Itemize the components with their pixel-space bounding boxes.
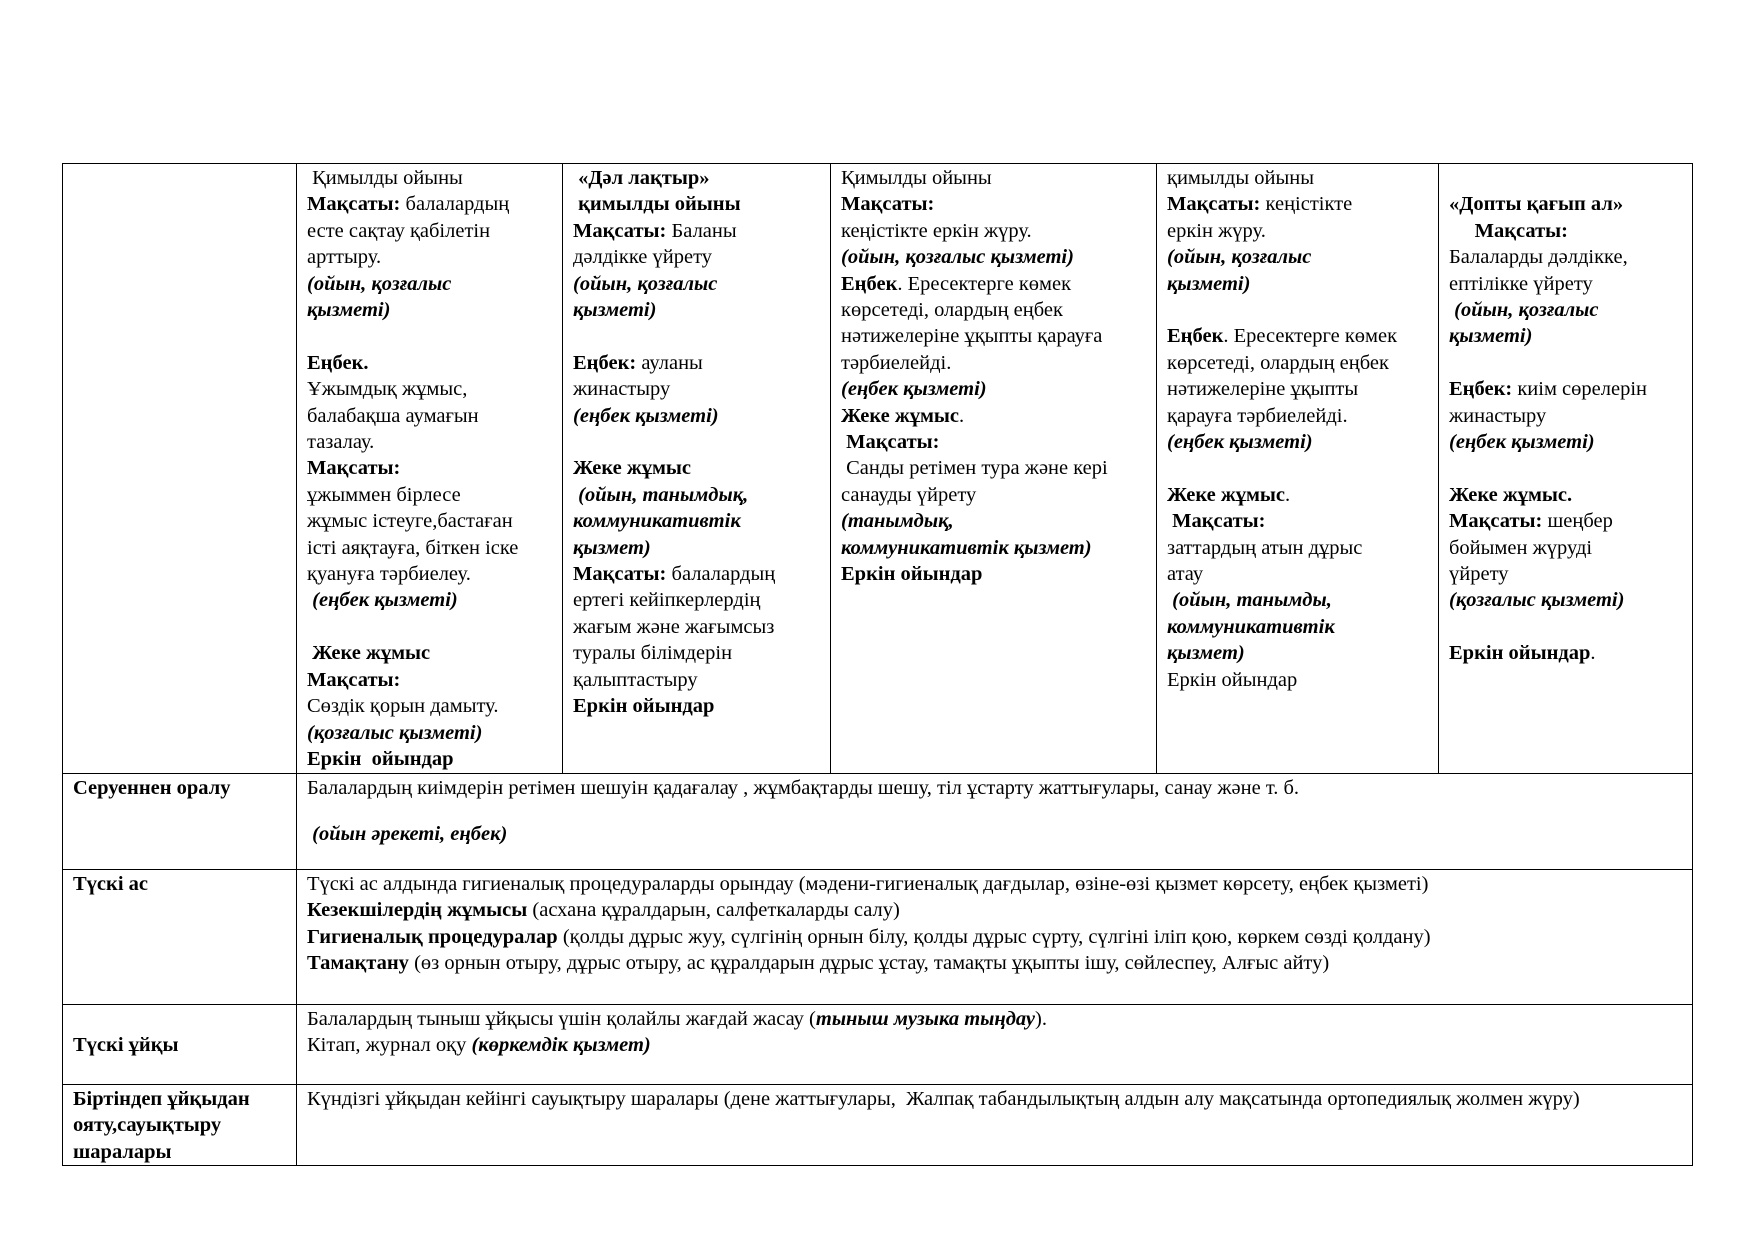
free-play-line: Еркін ойындар [1167,668,1298,691]
text-line: қалыптастыру [573,668,698,691]
activity-type-line: қызмет) [573,536,651,559]
individual-work-heading: Жеке жұмыс [307,642,431,665]
lunch-content [297,870,1693,1005]
labor-heading: Еңбек. [307,351,369,374]
activity-type-line: (ойын, танымды, [1167,589,1332,612]
activity-type-line: (қозғалыс қызметі) [307,721,483,744]
text-line: жұмыс істеуге,бастаған [307,510,513,533]
activities-row [63,164,1693,774]
activity-type-line: (ойын, қозғалыс [573,272,718,295]
text-line: жағым және жағымсыз [573,615,775,638]
labor-line: Еңбек: ауланы [573,351,703,374]
text-line: ептілікке үйрету [1449,272,1593,295]
activity-type-line: (ойын, қозғалыс [1449,299,1599,322]
text-line: үйрету [1449,563,1509,586]
goal-heading: Мақсаты: [307,457,401,480]
wednesday-activities-cell [831,164,1157,774]
text-line: еркін жүру. [1167,219,1266,242]
text-line: Санды ретімен тура және кері [841,457,1108,480]
text-line: Сөздік қорын дамыту. [307,695,499,718]
text-line: көрсетеді, олардың еңбек [1167,351,1389,374]
return-walk-content [297,774,1693,870]
activity-type-line: коммуникативтік [573,510,741,533]
activity-type-line: коммуникативтік [1167,615,1335,638]
lunch-line-1: Түскі ас алдында гигиеналық процедураларды орындау (мәдени-гигиеналық дағдылар, өзіне-өзі қызмет көрсету, еңбек қызметі) [307,873,1429,895]
text-line: нәтижелеріне ұқыпты қарауға [841,325,1103,348]
goal-heading: Мақсаты: [1449,219,1569,242]
goal-line: Мақсаты: Баланы [573,219,737,242]
activity-type-line: (ойын, танымдық, [573,483,749,506]
friday-activities-cell [1439,164,1693,774]
individual-work-line: Жеке жұмыс. [841,404,965,427]
text-line: қарауға тәрбиелейді. [1167,404,1348,427]
goal-heading: Мақсаты: [307,668,401,691]
return-walk-text: Балалардың киімдерін ретімен шешуін қадағалау , жұмбақтарды шешу, тіл ұстарту жаттығулары, санау және т. б. [307,777,1300,799]
text-line: есте сақтау қабілетін [307,219,491,242]
free-play-line: Еркін ойындар [307,747,454,770]
nap-line-2: Кітап, журнал оқу (көркемдік қызмет) [307,1034,651,1057]
activity-type-line: қызмет) [1167,642,1245,665]
text-line: кеңістікте еркін жүру. [841,219,1032,242]
labor-line: Еңбек. Ересектерге көмек [841,272,1072,295]
text-line: Балаларды дәлдікке, [1449,246,1628,269]
goal-line: Мақсаты: шеңбер [1449,510,1613,533]
activity-type-line: (ойын, қозғалыс [1167,246,1312,269]
activity-type-line: (еңбек қызметі) [841,378,987,401]
free-play-line: Еркін ойындар [841,563,983,586]
activity-type-line: (еңбек қызметі) [1449,431,1595,454]
return-walk-row [63,774,1693,870]
labor-line: Еңбек. Ересектерге көмек [1167,325,1398,348]
thursday-activities-cell [1157,164,1439,774]
lunch-line-2: Кезекшілердің жұмысы (асхана құралдарын, салфеткаларды салу) [307,899,900,922]
text-line: жинастыру [573,378,671,401]
nap-content [297,1005,1693,1085]
activity-type-line: (қозғалыс қызметі) [1449,589,1625,612]
text-line: нәтижелеріне ұқыпты [1167,378,1359,401]
activity-type-line: (еңбек қызметі) [307,589,458,612]
nap-row [63,1005,1693,1085]
text-line: Қимылды ойыны [841,167,992,189]
activity-type-line: (еңбек қызметі) [1167,431,1313,454]
goal-heading: Мақсаты: [841,431,940,454]
text-line: Ұжымдық жұмыс, [307,378,468,401]
activity-type-line: қызметі) [573,299,657,322]
return-walk-note: (ойын әрекеті, еңбек) [307,823,508,846]
text-line: жинастыру [1449,404,1547,427]
nap-line-1: Балалардың тыныш ұйқысы үшін қолайлы жағдай жасау (тыныш музыка тыңдау). [307,1008,1047,1030]
wakeup-content [297,1085,1693,1166]
text-line: істі аяқтауға, біткен іске [307,536,519,559]
text-line: қуануға тәрбиелеу. [307,563,471,586]
game-title: «Допты қағып ал» [1449,193,1624,216]
wakeup-text: Күндізгі ұйқыдан кейінгі сауықтыру шаралары (дене жаттығулары, Жалпақ табандылықтың алдын алу мақсатында ортопедиялық жолмен жүру) [307,1088,1580,1110]
text-line: дәлдікке үйрету [573,246,713,269]
free-play-line: Еркін ойындар [573,695,715,718]
goal-line: Мақсаты: балалардың [573,563,776,586]
activity-type-line: (еңбек қызметі) [573,404,719,427]
goal-heading: Мақсаты: [841,193,935,216]
text-line: туралы білімдерін [573,642,733,665]
labor-line: Еңбек: киім сөрелерін [1449,378,1647,401]
text-line: арттыру. [307,246,382,269]
activity-type-line: қызметі) [307,299,391,322]
individual-work-heading: Жеке жұмыс. [1449,483,1573,506]
text-line: тазалау. [307,431,375,454]
text-line: санауды үйрету [841,483,977,506]
lunch-row [63,870,1693,1005]
text-line: Қимылды ойыны [307,167,463,189]
activity-type-line: коммуникативтік қызмет) [841,536,1092,559]
tuesday-activities-cell [563,164,831,774]
individual-work-heading: Жеке жұмыс [573,457,692,480]
activity-type-line: қызметі) [1449,325,1533,348]
lunch-line-3: Гигиеналық процедуралар (қолды дұрыс жуу, сүлгінің орнын білу, қолды дұрыс сүрту, сүлгіні іліп қою, көркем сөзді қолдану) [307,925,1431,948]
wakeup-label: Біртіндеп ұйқыдан ояту,сауықтыру шаралары [63,1085,297,1166]
text-line: қимылды ойыны [1167,167,1314,189]
nap-label: Түскі ұйқы [63,1005,297,1085]
wakeup-row [63,1085,1693,1166]
text-line: заттардың атын дұрыс [1167,536,1363,559]
lunch-label: Түскі ас [63,870,297,1005]
individual-work-line: Жеке жұмыс. [1167,483,1291,506]
return-walk-label: Серуеннен оралу [63,774,297,870]
free-play-line: Еркін ойындар. [1449,642,1596,665]
game-title: «Дәл лақтыр» [573,167,710,189]
activity-type-line: (ойын, қозғалыс [307,272,452,295]
text-line: көрсетеді, олардың еңбек [841,299,1063,322]
text-line: қимылды ойыны [573,193,741,216]
lunch-line-4: Тамақтану (өз орнын отыру, дұрыс отыру, ас құралдарын дұрыс ұстау, тамақты ұқыпты ішу, сөйлеспеу, Алғыс айту) [307,952,1330,975]
text-line: ертегі кейіпкерлердің [573,589,761,612]
text-line: бойымен жүруді [1449,536,1593,559]
text-line: ұжыммен бірлесе [307,483,461,506]
goal-line: Мақсаты: кеңістікте [1167,193,1353,216]
text-line: тәрбиелейді. [841,351,952,374]
monday-activities-cell [297,164,563,774]
activity-type-line: (танымдық, [841,510,954,533]
activity-type-line: (ойын, қозғалыс қызметі) [841,246,1074,269]
goal-line: Мақсаты: балалардың [307,193,510,216]
daily-plan-table [62,163,1693,1166]
activities-label-cell [63,164,297,774]
text-line: атау [1167,563,1204,586]
activity-type-line: қызметі) [1167,272,1251,295]
text-line: балабақша аумағын [307,404,479,427]
goal-heading: Мақсаты: [1167,510,1266,533]
